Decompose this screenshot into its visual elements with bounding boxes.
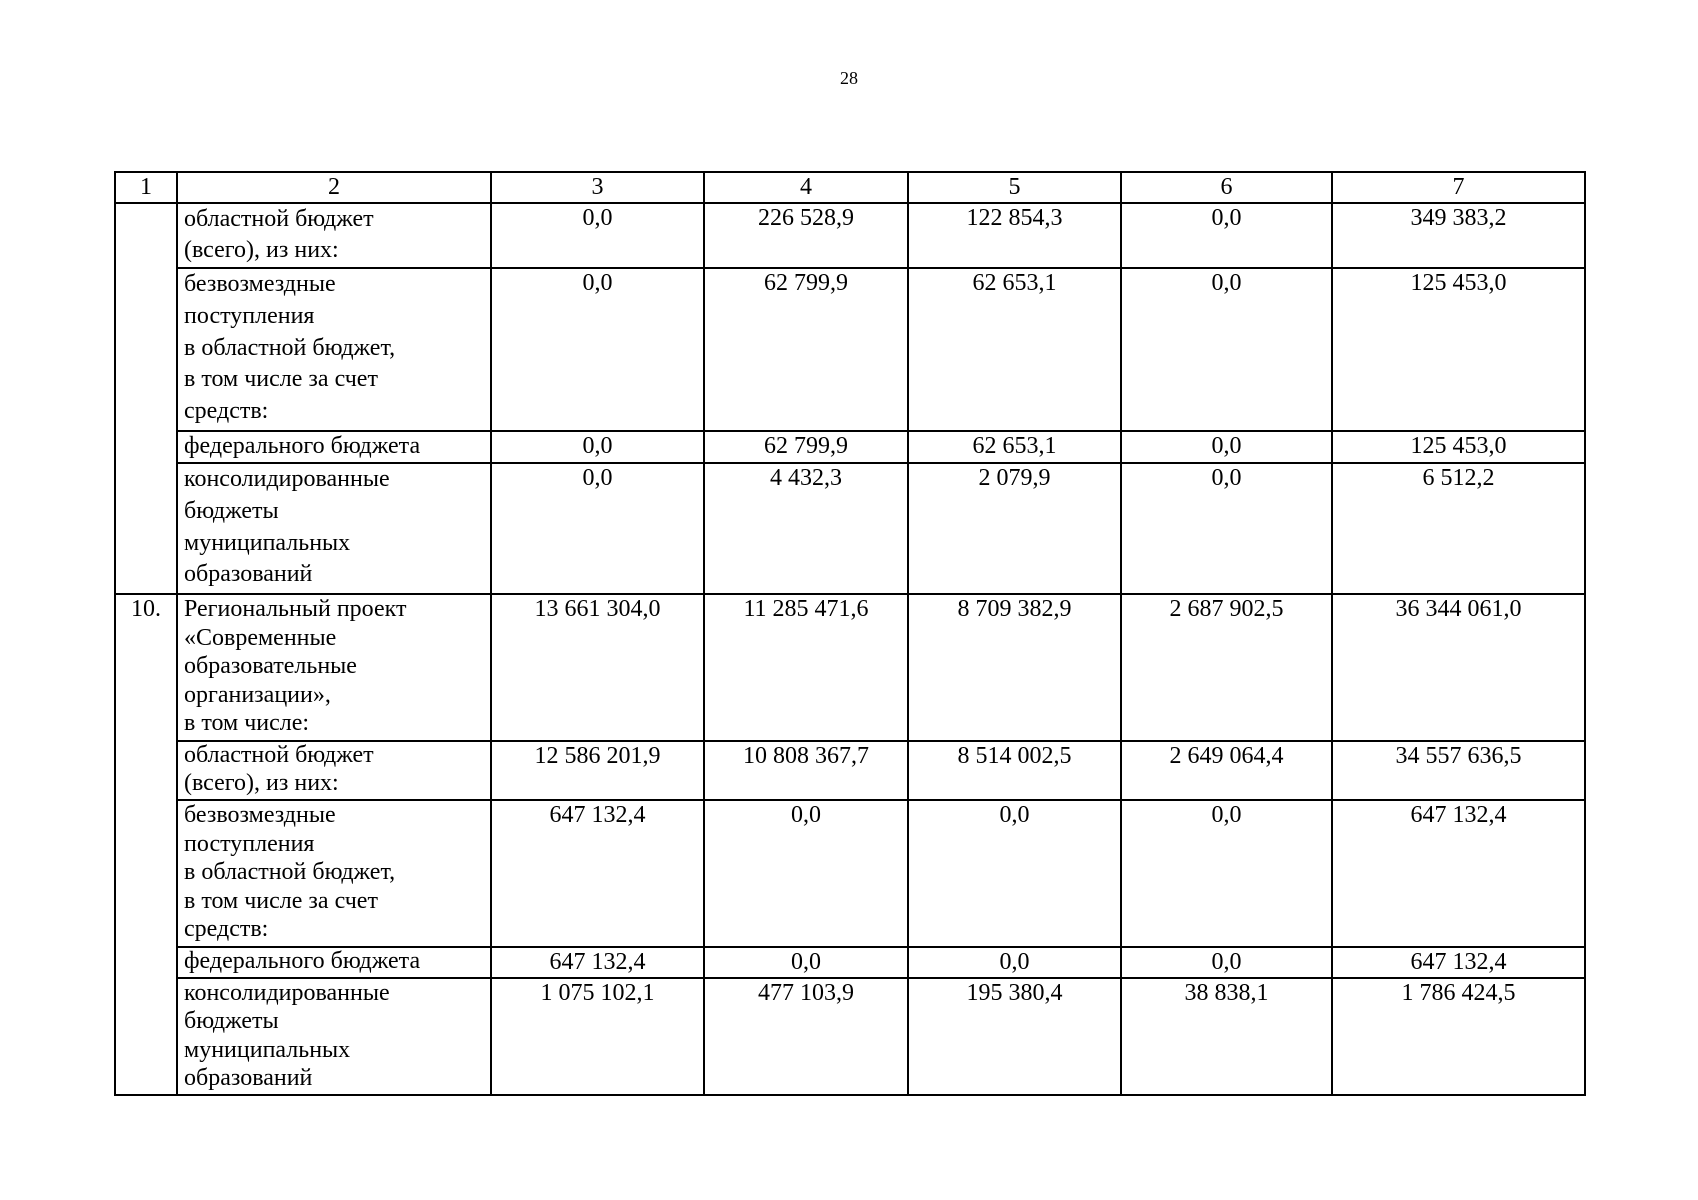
value-cell: 226 528,9 [704, 203, 908, 268]
table-row [115, 463, 1585, 594]
table-row [115, 978, 1585, 1095]
value-cell: 34 557 636,5 [1332, 741, 1585, 800]
value-cell: 195 380,4 [908, 978, 1121, 1095]
row-label-line: областной бюджет [184, 742, 374, 768]
row-label-line: консолидированные [184, 466, 390, 492]
value-cell: 477 103,9 [704, 978, 908, 1095]
value-cell: 62 653,1 [908, 268, 1121, 431]
row-label-cell [177, 594, 491, 741]
table-row [115, 203, 1585, 268]
row-label-line: поступления [184, 830, 315, 857]
table-row [115, 431, 1585, 463]
header-cell: 2 [177, 172, 491, 203]
value-cell: 0,0 [491, 203, 704, 268]
value-cell: 1 786 424,5 [1332, 978, 1585, 1095]
row-label-line: средств: [184, 916, 269, 943]
row-label-cell [177, 268, 491, 431]
row-label-line: безвозмездные [184, 802, 336, 828]
header-cell: 7 [1332, 172, 1585, 203]
row-label-line: средств: [184, 398, 269, 425]
table-row [115, 268, 1585, 431]
row-label-line: Региональный проект [184, 596, 407, 622]
value-cell: 0,0 [704, 947, 908, 978]
value-cell: 122 854,3 [908, 203, 1121, 268]
row-label-line: поступления [184, 302, 315, 329]
row-label-line: «Современные [184, 624, 337, 651]
value-cell: 38 838,1 [1121, 978, 1332, 1095]
row-label-line: образований [184, 1064, 313, 1091]
row-label-line: (всего), из них: [184, 769, 339, 796]
value-cell: 6 512,2 [1332, 463, 1585, 594]
row-label-line: бюджеты [184, 1008, 279, 1035]
value-cell: 0,0 [491, 431, 704, 463]
budget-table [114, 171, 1586, 1096]
header-cell: 1 [115, 172, 177, 203]
row-label-line: (всего), из них: [184, 236, 339, 263]
value-cell: 125 453,0 [1332, 268, 1585, 431]
value-cell: 125 453,0 [1332, 431, 1585, 463]
value-cell: 0,0 [1121, 431, 1332, 463]
value-cell: 0,0 [908, 947, 1121, 978]
row-index-cell: 10. [115, 594, 177, 1095]
header-cell: 4 [704, 172, 908, 203]
row-label-cell [177, 800, 491, 947]
row-label-line: федерального бюджета [184, 948, 421, 974]
header-cell: 5 [908, 172, 1121, 203]
value-cell: 12 586 201,9 [491, 741, 704, 800]
table-row [115, 594, 1585, 741]
value-cell: 62 799,9 [704, 268, 908, 431]
value-cell: 62 799,9 [704, 431, 908, 463]
table-row [115, 741, 1585, 800]
row-label-cell [177, 978, 491, 1095]
value-cell: 0,0 [1121, 800, 1332, 947]
table-row [115, 947, 1585, 978]
row-label-line: муниципальных [184, 529, 351, 556]
value-cell: 647 132,4 [491, 800, 704, 947]
row-label-cell [177, 203, 491, 268]
row-index-cell [115, 203, 177, 594]
page-number: 28 [840, 68, 858, 88]
value-cell: 0,0 [1121, 203, 1332, 268]
row-label-line: в областной бюджет, [184, 859, 396, 886]
value-cell: 0,0 [1121, 268, 1332, 431]
value-cell: 0,0 [1121, 947, 1332, 978]
header-cell: 3 [491, 172, 704, 203]
row-label-line: в том числе: [184, 710, 310, 737]
row-label-line: муниципальных [184, 1036, 351, 1063]
row-label-line: образований [184, 561, 313, 588]
value-cell: 1 075 102,1 [491, 978, 704, 1095]
value-cell: 2 649 064,4 [1121, 741, 1332, 800]
value-cell: 8 709 382,9 [908, 594, 1121, 741]
value-cell: 0,0 [1121, 463, 1332, 594]
row-label-line: образовательные [184, 653, 357, 680]
row-label-line: в областной бюджет, [184, 334, 396, 361]
value-cell: 647 132,4 [491, 947, 704, 978]
row-label-line: федерального бюджета [184, 433, 421, 459]
header-cell: 6 [1121, 172, 1332, 203]
row-label-line: бюджеты [184, 497, 279, 524]
row-label-cell [177, 947, 491, 978]
value-cell: 36 344 061,0 [1332, 594, 1585, 741]
row-label-cell [177, 463, 491, 594]
value-cell: 11 285 471,6 [704, 594, 908, 741]
value-cell: 62 653,1 [908, 431, 1121, 463]
value-cell: 647 132,4 [1332, 800, 1585, 947]
table-row [115, 800, 1585, 947]
value-cell: 4 432,3 [704, 463, 908, 594]
row-label-line: организации», [184, 681, 331, 708]
row-label-cell [177, 431, 491, 463]
value-cell: 0,0 [704, 800, 908, 947]
value-cell: 13 661 304,0 [491, 594, 704, 741]
value-cell: 349 383,2 [1332, 203, 1585, 268]
value-cell: 2 687 902,5 [1121, 594, 1332, 741]
value-cell: 647 132,4 [1332, 947, 1585, 978]
header-row [115, 172, 1585, 203]
value-cell: 2 079,9 [908, 463, 1121, 594]
row-label-line: консолидированные [184, 980, 390, 1006]
value-cell: 8 514 002,5 [908, 741, 1121, 800]
value-cell: 10 808 367,7 [704, 741, 908, 800]
row-label-line: безвозмездные [184, 271, 336, 297]
value-cell: 0,0 [491, 463, 704, 594]
row-label-line: в том числе за счет [184, 887, 378, 914]
value-cell: 0,0 [908, 800, 1121, 947]
row-label-line: в том числе за счет [184, 366, 378, 393]
row-label-cell [177, 741, 491, 800]
value-cell: 0,0 [491, 268, 704, 431]
row-label-line: областной бюджет [184, 206, 374, 232]
